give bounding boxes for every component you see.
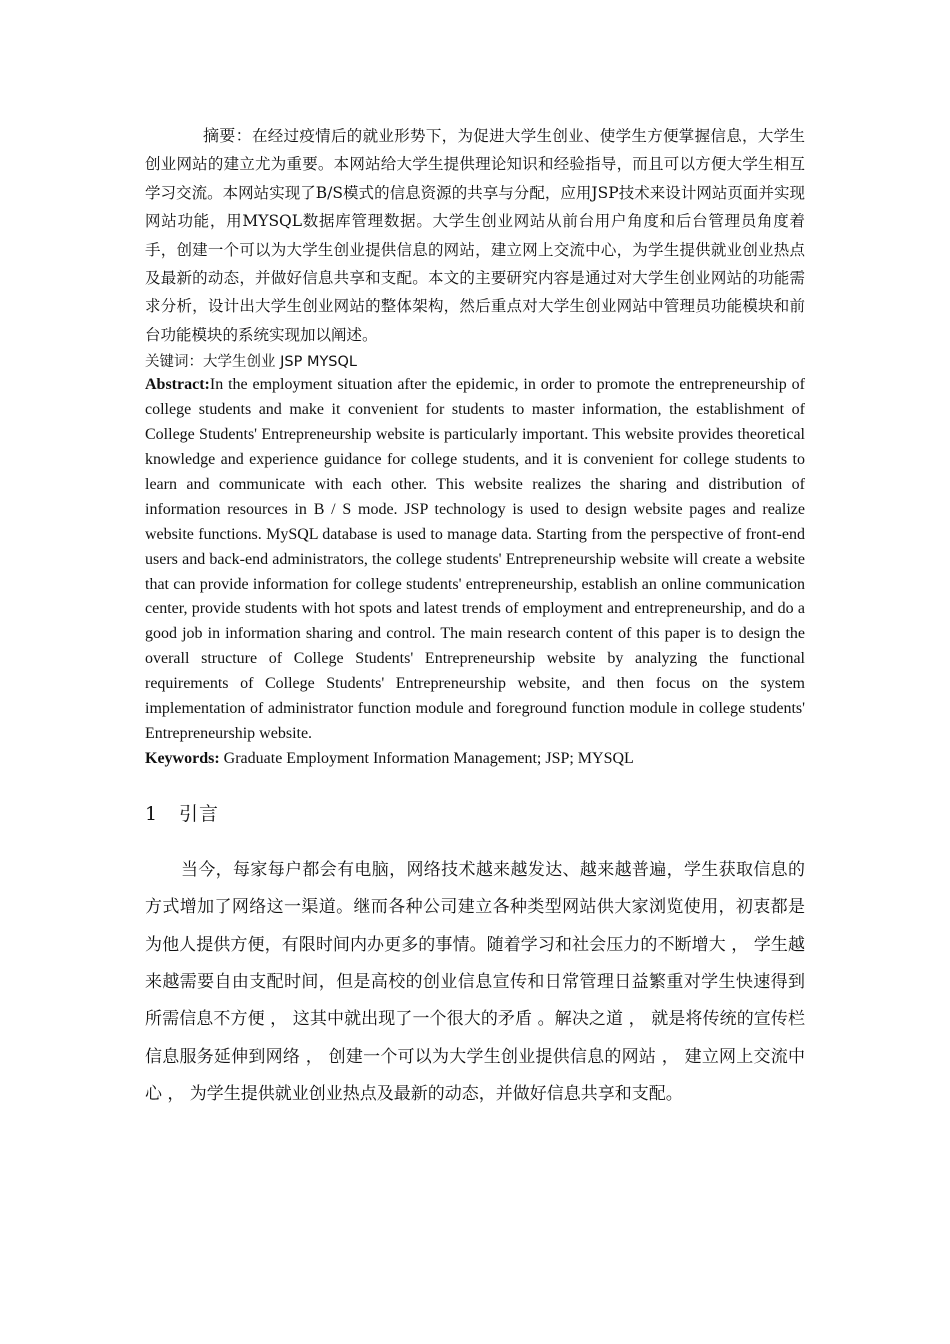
chinese-keywords-text: 大学生创业 JSP MYSQL [203, 354, 358, 371]
section-1-heading [145, 799, 805, 826]
english-abstract [145, 373, 805, 747]
chinese-abstract-text: 在经过疫情后的就业形势下，为促进大学生创业、使学生方便掌握信息，大学生创业网站的建立尤为重要。本网站给大学生提供理论知识和经验指导，而且可以方便大学生相互学习交流。本网站实现了B/S模式的信息资源的共享与分配，应用JSP技术来设计网站页面并实现网站功能，用MYSQL数据库管理数据。大学生创业网站从前台用户角度和后台管理员角度着手，创建一个可以为大学生创业提供信息的网站，建立网上交流中心，为学生提供就业创业热点及最新的动态，并做好信息共享和支配。本文的主要研究内容是通过对大学生创业网站的功能需求分析，设计出大学生创业网站的整体架构，然后重点对大学生创业网站中管理员功能模块和前台功能模块的系统实现加以阐述。 [145, 127, 805, 344]
section-1-title: 引言 [179, 802, 220, 825]
chinese-abstract-label: 摘要： [203, 126, 252, 145]
english-keywords-label: Keywords: [145, 749, 220, 767]
chinese-abstract [145, 122, 805, 349]
english-abstract-text: In the employment situation after the epidemic, in order to promote the entrepreneurship of college students and make it convenient for students to master information, the establishment of College Students' Entrepreneurship website is particularly important. This website provides theoretical knowledge and experience guidance for college students, and it is convenient for college students to learn and communicate with each other. This website realizes the sharing and distribution of information resources in B / S mode. JSP technology is used to design website pages and realize website functions. MySQL database is used to manage data. Starting from the perspective of front-end users and back-end administrators, the college students' Entrepreneurship website will create a website that can provide information for college students' entrepreneurship, establish an online communication center, provide students with hot spots and latest trends of employment and entrepreneurship, and do a good job in information sharing and control. The main research content of this paper is to design the overall structure of College Students' Entrepreneurship website by analyzing the functional requirements of College Students' Entrepreneurship website, and then focus on the system implementation of administrator function module and foreground function module in college students' Entrepreneurship website. [145, 376, 805, 742]
section-1-paragraph: 当今，每家每户都会有电脑，网络技术越来越发达、越来越普遍，学生获取信息的方式增加了网络这一渠道。继而各种公司建立各种类型网站供大家浏览使用，初衷都是为他人提供方便，有限时间内办更多的事情。随着学习和社会压力的不断增大 ， 学生越来越需要自由支配时间，但是高校的创业信息宣传和日常管理日益繁重对学生快速得到所需信息不方便 ， 这其中就出现了一个很大的矛盾 。解决之道 ， 就是将传统的宣传栏信息服务延伸到网络 ， 创建一个可以为大学生创业提供信息的网站 ， 建立网上交流中心 ， 为学生提供就业创业热点及最新的动态，并做好信息共享和支配。 [145, 859, 805, 1105]
english-keywords [145, 747, 805, 771]
chinese-keywords-label: 关键词： [145, 354, 203, 371]
chinese-keywords [145, 351, 805, 373]
section-1-number: 1 [145, 802, 159, 825]
document-page [145, 122, 805, 1114]
english-abstract-label: Abstract: [145, 376, 210, 394]
english-keywords-text: Graduate Employment Information Management; JSP; MYSQL [219, 749, 634, 767]
